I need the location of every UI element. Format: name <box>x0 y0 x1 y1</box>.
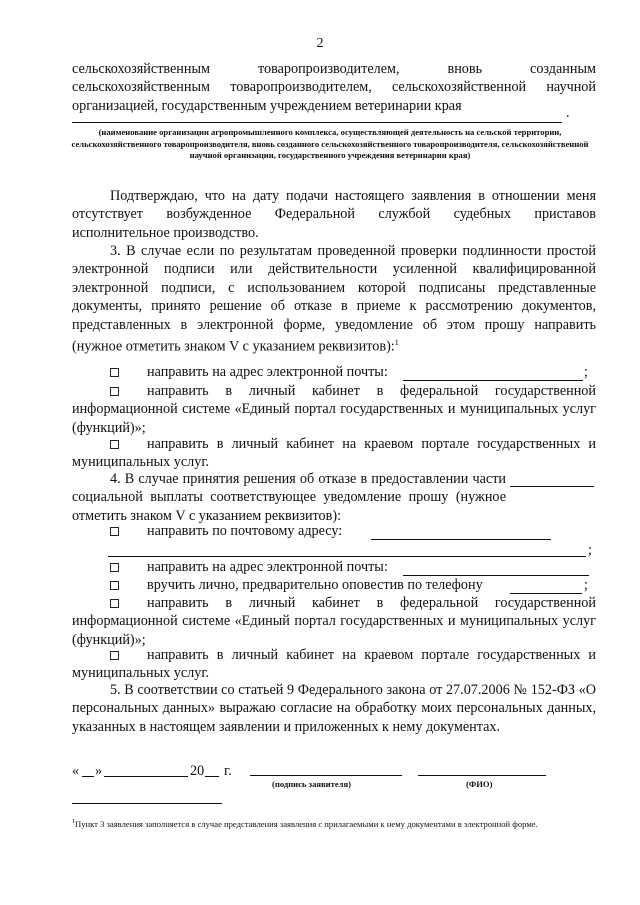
date-year-prefix: 20 <box>190 763 205 779</box>
s4-email-label: направить на адрес электронной почты: <box>147 559 388 575</box>
date-year-suffix: г. <box>224 763 232 779</box>
intro-caption: (наименование организации агропромышленного комплекса, осуществляющей деятельность на сельской территории, сельскохозяйственного товаропроизводителя, вновь созданного сельскохозяйственного товаропроизводителя, сельскохозяйственной научной организации, государственного учреждения ветеринарии края) <box>71 127 589 161</box>
s3-email-label: направить на адрес электронной почты: <box>147 364 388 380</box>
s3-regional-cabinet-label: направить в личный кабинет на краевом портале государственных и муниципальных услуг. <box>72 436 596 471</box>
s3-email-checkbox[interactable] <box>110 368 119 377</box>
s3-email-field[interactable] <box>403 380 583 381</box>
date-year-field[interactable] <box>205 776 219 777</box>
s4-email-checkbox[interactable] <box>110 563 119 572</box>
fio-field[interactable] <box>418 775 546 776</box>
intro-fill-line <box>72 122 562 123</box>
footnote-ref: 1 <box>394 338 399 348</box>
footnote <box>72 816 596 831</box>
signature-label: (подпись заявителя) <box>272 779 351 789</box>
s4-refusal-fill-line[interactable] <box>510 486 594 487</box>
page-number: 2 <box>316 36 324 51</box>
intro-end-punct: . <box>566 105 570 121</box>
confirm-paragraph: Подтверждаю, что на дату подачи настоящего заявления в отношении меня отсутствует возбужденное Федеральной службой судебных приставов исполнительное производство. <box>72 188 596 241</box>
footnote-separator <box>72 803 222 804</box>
date-open-quote: « <box>72 763 80 779</box>
s4-post-checkbox[interactable] <box>110 527 119 536</box>
s4-phone-end: ; <box>584 577 588 593</box>
s4-phone-label: вручить лично, предварительно оповестив по телефону <box>147 577 483 593</box>
s4-post-field[interactable] <box>371 539 551 540</box>
signature-field[interactable] <box>250 775 402 776</box>
s4-post-end: ; <box>588 542 592 558</box>
fio-label: (ФИО) <box>466 779 493 789</box>
section5-paragraph: 5. В соответствии со статьей 9 Федерального закона от 27.07.2006 № 152-ФЗ «О персональных данных» выражаю согласие на обработку моих персональных данных, указанных в настоящем заявлении и приложенных к нему документах. <box>72 682 596 735</box>
s4-post-label: направить по почтовому адресу: <box>147 523 343 539</box>
s3-federal-cabinet-label: направить в личный кабинет в федеральной государственной информационной системе «Единый портал государственных и муниципальных услуг (функций)»; <box>72 383 596 436</box>
footnote-mark: 1 <box>72 819 75 825</box>
footnote-text: Пункт 3 заявления заполняется в случае представления заявления с прилагаемыми к нему документами в электронной форме. <box>75 818 538 829</box>
s4-federal-cabinet-label: направить в личный кабинет в федеральной государственной информационной системе «Единый портал государственных и муниципальных услуг (функций)»; <box>72 595 596 648</box>
s4-post-field-line2[interactable] <box>108 556 586 557</box>
intro-paragraph: сельскохозяйственным товаропроизводителем, вновь созданным сельскохозяйственным товаропроизводителем, сельскохозяйственной научной организацией, государственным учреждением ветеринарии края <box>72 61 596 114</box>
section3-text: 3. В случае если по результатам проведенной проверки подлинности простой электронной подписи или действительности усиленной квалифицированной электронной подписи, с использованием которой подписаны представленные документы, принято решение об отказе в приеме к рассмотрению документов, представленных в электронной форме, уведомление об этом прошу направить (нужное отметить знаком V с указанием реквизитов): <box>72 243 596 355</box>
s4-regional-cabinet-label: направить в личный кабинет на краевом портале государственных и муниципальных услуг. <box>72 647 596 682</box>
date-day-field[interactable] <box>82 776 94 777</box>
date-month-field[interactable] <box>104 776 188 777</box>
date-close-quote: » <box>95 763 103 779</box>
section4-paragraph: 4. В случае принятия решения об отказе в предоставлении части социальной выплаты соответствующее уведомление прошу (нужное отметить знаком V с указанием реквизитов): <box>72 471 506 524</box>
section3-paragraph <box>72 242 596 356</box>
s4-phone-checkbox[interactable] <box>110 581 119 590</box>
s3-email-end: ; <box>584 364 588 380</box>
